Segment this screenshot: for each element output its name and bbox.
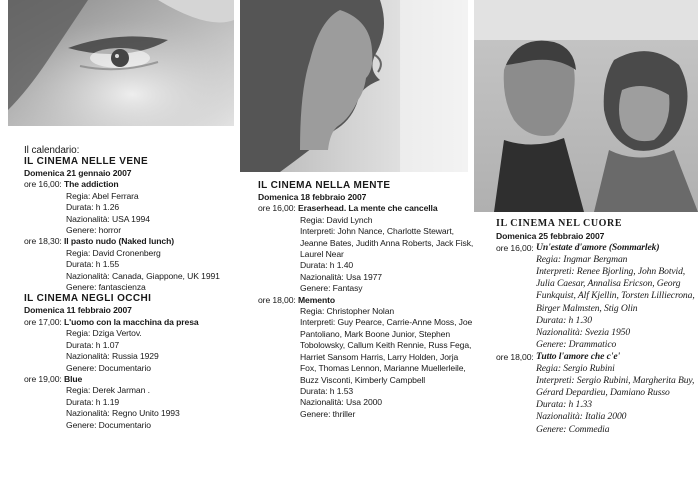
photo-woman-eye-closeup (8, 0, 234, 126)
credit-nationality: Nazionalità: Usa 1977 (300, 271, 382, 282)
credit-duration: Durata: h 1.30 (536, 314, 592, 326)
screening-time: ore 18,00: (496, 351, 534, 362)
section-date: Domenica 11 febbraio 2007 (24, 305, 132, 316)
credit-duration: Durata: h 1.55 (66, 259, 120, 270)
credit-genre: Genere: Commedia (536, 423, 610, 435)
section-date: Domenica 25 febbraio 2007 (496, 231, 605, 241)
calendar-intro: Il calendario: (24, 145, 80, 156)
credit-nationality: Nazionalità: Italia 2000 (536, 411, 627, 423)
film-title: The addiction (64, 179, 119, 190)
section-cinema-nel-cuore (496, 218, 696, 436)
film-title: Memento (298, 294, 336, 305)
credit-nationality: Nazionalità: USA 1994 (66, 213, 150, 224)
screening (496, 242, 696, 254)
screening (258, 295, 474, 306)
film-title: Tutto l'amore che c'e' (536, 350, 621, 362)
film-title: L'uomo con la macchina da presa (64, 316, 199, 327)
section-date: Domenica 21 gennaio 2007 (24, 168, 132, 178)
credit-director: Regia: David Lynch (300, 214, 373, 225)
credit-genre: Genere: fantascienza (66, 282, 146, 293)
credit-director: Regia: David Cronenberg (66, 247, 161, 258)
credit-genre: Genere: Drammatico (536, 338, 617, 350)
credit-cast: Interpreti: Renee Bjorling, John Botvid, Julia Caesar, Annalisa Ericson, Georg Funkquist, Alf Kjellin, Torsten Lilliecrona, Birger Malmsten, Stig Olin (536, 266, 695, 314)
credit-nationality: Nazionalità: Usa 2000 (300, 397, 382, 408)
section-title: IL CINEMA NEGLI OCCHI (24, 293, 152, 305)
film-credits (24, 385, 238, 431)
screening-time: ore 18,00: (258, 294, 296, 305)
credit-nationality: Nazionalità: Canada, Giappone, UK 1991 (66, 270, 220, 281)
photo-couple-embrace (474, 0, 698, 212)
section-cinema-negli-occhi (24, 293, 238, 430)
credit-duration: Durata: h 1.33 (536, 399, 592, 411)
section-title: IL CINEMA NELLE VENE (24, 156, 149, 167)
screening-time: ore 17,00: (24, 316, 62, 327)
credit-duration: Durata: h 1.40 (300, 260, 354, 271)
credit-duration: Durata: h 1.53 (300, 385, 354, 396)
section-cinema-nella-mente (258, 180, 474, 420)
credit-cast: Interpreti: Sergio Rubini, Margherita Buy, Gérard Depardieu, Damiano Russo (536, 375, 695, 399)
screening-time: ore 16,00: (496, 243, 534, 254)
credit-genre: Genere: Documentario (66, 419, 151, 430)
section-title: IL CINEMA NELLA MENTE (258, 180, 391, 191)
film-credits (24, 328, 238, 374)
credit-nationality: Nazionalità: Svezia 1950 (536, 326, 631, 338)
credit-genre: Genere: thriller (300, 408, 356, 419)
film-credits (258, 215, 474, 295)
film-title: Eraserhead. La mente che cancella (298, 203, 438, 214)
screening-time: ore 18,30: (24, 236, 62, 247)
section-title: IL CINEMA NEL CUORE (496, 218, 623, 229)
credit-duration: Durata: h 1.19 (66, 396, 120, 407)
screening (24, 374, 238, 385)
film-title: Blue (64, 373, 83, 384)
screening (24, 317, 238, 328)
calendar-column-1 (24, 145, 238, 431)
credit-director: Regia: Christopher Nolan (300, 306, 395, 317)
film-credits (496, 254, 696, 351)
credit-genre: Genere: Fantasy (300, 283, 363, 294)
section-cinema-nelle-vene (24, 156, 238, 293)
screening (24, 236, 238, 247)
screening (496, 351, 696, 363)
screening-time: ore 19,00: (24, 373, 62, 384)
photo-woman-profile (240, 0, 468, 172)
credit-nationality: Nazionalità: Russia 1929 (66, 351, 159, 362)
film-credits (258, 306, 474, 420)
credit-duration: Durata: h 1.26 (66, 202, 120, 213)
credit-director: Regia: Sergio Rubini (536, 363, 615, 375)
credit-nationality: Nazionalità: Regno Unito 1993 (66, 408, 180, 419)
film-title: Il pasto nudo (Naked lunch) (64, 236, 174, 247)
credit-duration: Durata: h 1.07 (66, 339, 120, 350)
screening-time: ore 16,00: (24, 179, 62, 190)
screening (258, 203, 474, 214)
credit-director: Regia: Dziga Vertov. (66, 328, 142, 339)
credit-genre: Genere: Documentario (66, 362, 151, 373)
calendar-column-3 (496, 218, 696, 436)
section-date: Domenica 18 febbraio 2007 (258, 192, 367, 202)
credit-cast: Interpreti: Guy Pearce, Carrie-Anne Moss, Joe Pantoliano, Mark Boone Junior, Stephen Tobolowsky, Callum Keith Rennie, Russ Fega, Harriet Sansom Harris, Larry Holden, Jorja Fox, Thomas Lennon, Marianne Muellerleile, Buzz Visconti, Kimberly Campbell (300, 317, 473, 385)
film-title: Un'estate d'amore (Sommarlek) (536, 242, 660, 254)
calendar-column-2 (258, 180, 474, 420)
credit-director: Regia: Abel Ferrara (66, 190, 139, 201)
film-credits (24, 248, 238, 294)
credit-cast: Interpreti: John Nance, Charlotte Stewart, Jeanne Bates, Judith Anna Roberts, Jack Fisk, Laurel Near (300, 226, 474, 260)
credit-director: Regia: Derek Jarman . (66, 385, 150, 396)
screening (24, 179, 238, 190)
credit-genre: Genere: horror (66, 225, 121, 236)
film-credits (496, 363, 696, 436)
film-credits (24, 191, 238, 237)
screening-time: ore 16,00: (258, 203, 296, 214)
credit-director: Regia: Ingmar Bergman (536, 254, 628, 266)
